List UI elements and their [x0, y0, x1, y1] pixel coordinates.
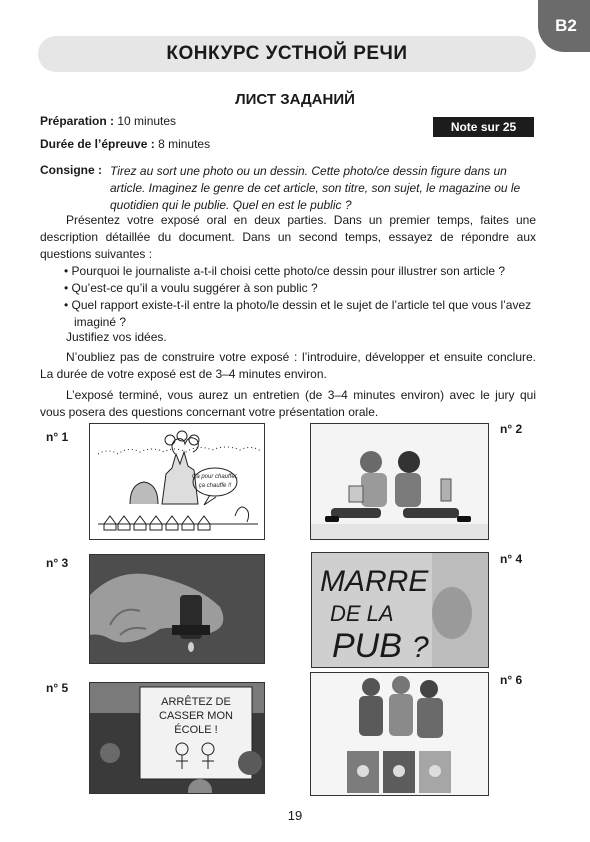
- graffiti-word-4: ?: [412, 631, 429, 664]
- intro-paragraph: Présentez votre exposé oral en deux parties. Dans un premier temps, faites une description détaillée du document. Dans un second temps, essayez de répondre aux questions suivantes :: [40, 213, 536, 261]
- svg-text:CASSER MON: CASSER MON: [159, 710, 233, 722]
- page-title: КОНКУРС УСТНОЙ РЕЧИ: [38, 36, 536, 72]
- structure-paragraph: N’oubliez pas de construire votre exposé : l’introduire, développer et ensuite conclure. La durée de votre exposé est de 3–4 minutes environ.: [40, 350, 536, 381]
- justify-line: Justifiez vos idées.: [66, 330, 167, 344]
- interview-paragraph: L’exposé terminé, vous aurez un entretien (de 3–4 minutes environ) avec le jury qui vous posera des questions concernant votre présentation orale.: [40, 388, 536, 419]
- score-note: Note sur 25: [433, 117, 534, 137]
- photo-label-4: n° 4: [500, 552, 523, 566]
- question-item: • Quel rapport existe-t-il entre la photo/le dessin et le sujet de l’article tel que vous l’avez imaginé ?: [64, 297, 536, 331]
- photo-label-1: n° 1: [46, 430, 69, 444]
- page-number: 19: [287, 808, 303, 823]
- photo-1-cartoon: [89, 423, 265, 540]
- svg-text:ça chauffe !!: ça chauffe !!: [198, 483, 232, 489]
- duration-value: 8 minutes: [158, 137, 211, 151]
- photo-5-protest-sign: [89, 682, 265, 794]
- preparation-label: Préparation :: [40, 114, 115, 128]
- photo-label-5: n° 5: [46, 681, 69, 695]
- graffiti-word-2: DE LA: [330, 601, 394, 626]
- photo-2-kids-reading: [310, 423, 489, 540]
- page-subtitle: ЛИСТ ЗАДАНИЙ: [235, 91, 355, 108]
- photo-label-6: n° 6: [500, 673, 523, 687]
- svg-text:Ça pour chauffer,: Ça pour chauffer,: [191, 474, 239, 480]
- svg-text:ÉCOLE !: ÉCOLE !: [174, 724, 218, 736]
- duration-line: [40, 137, 210, 151]
- photo-3-hand-tap: [89, 554, 265, 664]
- photo-label-2: n° 2: [500, 422, 523, 436]
- graffiti-word-3: PUB: [332, 627, 402, 665]
- consigne-label: Consigne :: [40, 163, 102, 177]
- graffiti-word-1: MARRE: [320, 565, 429, 598]
- photo-4-graffiti: [311, 552, 489, 668]
- photo-6-recycling: [310, 672, 489, 796]
- question-item: • Pourquoi le journaliste a-t-il choisi cette photo/ce dessin pour illustrer son article ?: [64, 263, 536, 280]
- photo-label-3: n° 3: [46, 556, 69, 570]
- consigne-text: Tirez au sort une photo ou un dessin. Cette photo/ce dessin figure dans un article. Imaginez le genre de cet article, son titre, son sujet, le magazine ou le quotidien qui le publie. Quel en est le public ?: [110, 164, 521, 212]
- svg-text:ARRÊTEZ DE: ARRÊTEZ DE: [161, 696, 231, 708]
- question-item: • Qu’est-ce qu’il a voulu suggérer à son public ?: [64, 280, 536, 297]
- preparation-value: 10 minutes: [117, 114, 177, 128]
- duration-label: Durée de l’épreuve :: [40, 137, 155, 151]
- preparation-line: [40, 114, 176, 128]
- question-list: [64, 263, 536, 331]
- level-badge: B2: [538, 0, 590, 52]
